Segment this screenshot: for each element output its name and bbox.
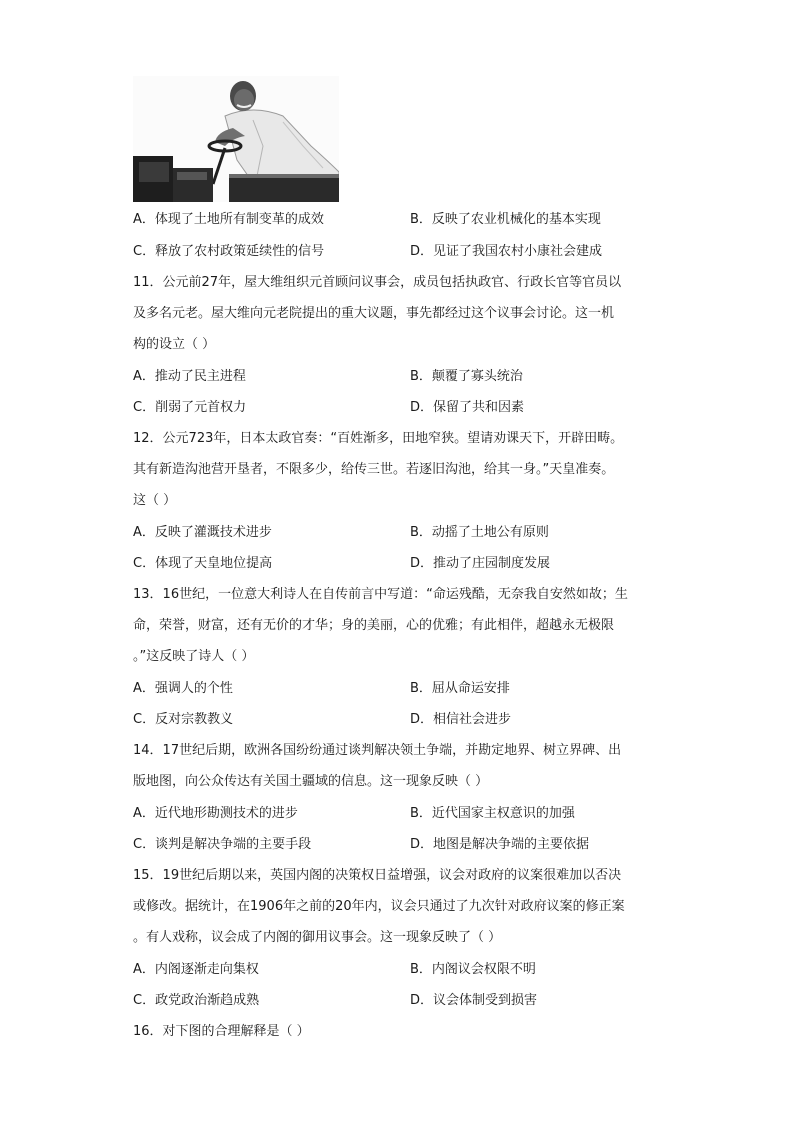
q11-option-c: C．削弱了元首权力 <box>133 400 247 415</box>
q11-stem-line-3: 构的设立（ ） <box>133 337 216 352</box>
q14-option-d: D．地图是解决争端的主要依据 <box>410 837 590 852</box>
q15-option-d: D．议会体制受到损害 <box>410 993 538 1008</box>
q14-option-a: A．近代地形勘测技术的进步 <box>133 806 298 821</box>
q12-option-b: B．动摇了土地公有原则 <box>410 525 549 540</box>
q12-option-a: A．反映了灌溉技术进步 <box>133 525 272 540</box>
q15-stem-line-1: 15．19世纪后期以来，英国内阁的决策权日益增强，议会对政府的议案很难加以否决 <box>133 868 622 883</box>
q12-stem-line-1: 12．公元723年，日本太政官奏：“百姓渐多，田地窄狭。望请劝课天下，开辟田畴。 <box>133 431 624 446</box>
q13-option-b: B．屈从命运安排 <box>410 681 510 696</box>
q15-option-a: A．内阁逐渐走向集权 <box>133 962 259 977</box>
q14-stem-line-2: 版地图，向公众传达有关国土疆域的信息。这一现象反映（ ） <box>133 774 489 789</box>
q10-option-d: D．见证了我国农村小康社会建成 <box>410 244 603 259</box>
q15-stem-line-3: 。有人戏称，议会成了内阁的御用议事会。这一现象反映了（ ） <box>133 930 502 945</box>
q11-stem-line-2: 及多名元老。屋大维向元老院提出的重大议题，事先都经过这个议事会讨论。这一机 <box>133 306 615 321</box>
q13-stem-line-2: 命，荣誉，财富，还有无价的才华；身的美丽，心的优雅；有此相伴，超越永无极限 <box>133 618 615 633</box>
q13-stem-line-3: 。”这反映了诗人（ ） <box>133 649 255 664</box>
q10-option-c: C．释放了农村政策延续性的信号 <box>133 244 325 259</box>
q14-stem-line-1: 14．17世纪后期，欧洲各国纷纷通过谈判解决领土争端，并勘定地界、树立界碑、出 <box>133 743 622 758</box>
q14-option-c: C．谈判是解决争端的主要手段 <box>133 837 312 852</box>
q11-stem-line-1: 11．公元前27年，屋大维组织元首顾问议事会，成员包括执政官、行政长官等官员以 <box>133 275 622 290</box>
q10-option-b: B．反映了农业机械化的基本实现 <box>410 212 601 227</box>
q11-option-a: A．推动了民主进程 <box>133 369 246 384</box>
q12-stem-line-3: 这（ ） <box>133 493 177 508</box>
q13-option-d: D．相信社会进步 <box>410 712 512 727</box>
q11-option-b: B．颠覆了寡头统治 <box>410 369 523 384</box>
q15-stem-line-2: 或修改。据统计，在1906年之前的20年内，议会只通过了九次针对政府议案的修正案 <box>133 899 625 914</box>
q10-option-a: A．体现了土地所有制变革的成效 <box>133 212 324 227</box>
q12-stem-line-2: 其有新造沟池营开垦者，不限多少，给传三世。若逐旧沟池，给其一身。”天皇准奏。 <box>133 462 615 477</box>
q13-stem-line-1: 13．16世纪，一位意大利诗人在自传前言中写道：“命运残酷，无奈我自安然如故；生 <box>133 587 628 602</box>
q15-option-c: C．政党政治渐趋成熟 <box>133 993 260 1008</box>
q16-stem: 16．对下图的合理解释是（ ） <box>133 1024 310 1039</box>
tractor-photo <box>133 76 339 202</box>
q12-option-c: C．体现了天皇地位提高 <box>133 556 273 571</box>
q14-option-b: B．近代国家主权意识的加强 <box>410 806 575 821</box>
q11-option-d: D．保留了共和因素 <box>410 400 525 415</box>
q15-option-b: B．内阁议会权限不明 <box>410 962 536 977</box>
q12-option-d: D．推动了庄园制度发展 <box>410 556 551 571</box>
q13-option-c: C．反对宗教教义 <box>133 712 234 727</box>
q13-option-a: A．强调人的个性 <box>133 681 233 696</box>
